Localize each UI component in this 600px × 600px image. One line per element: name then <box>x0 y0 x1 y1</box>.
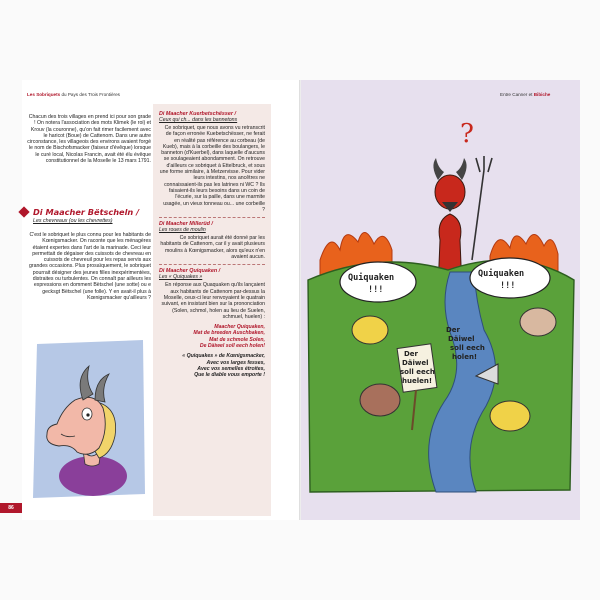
goat-girl-illustration <box>27 340 151 500</box>
verse-line: Avec vos semelles étroites, <box>197 365 265 372</box>
betscheln-subtitle: Les chevreaux (ou les chevrettes) <box>33 218 113 224</box>
running-header-text-right: Entre Canner et <box>500 92 534 97</box>
section-subtitle: Les roues de moulin <box>159 227 206 234</box>
intro-paragraph: Chacun des trois villages en prend ici pour son grade ! On notera l'association des mots Klimek (le roi) et Krouv (la couronne), qu'on fait rimer facilement avec le haricot (Boue) de Cattenom. Dans une autre circonstance, les villageois des environs avaient forgé le nom de Bischofsmacker (faiseur d'évêque) lorsque le curé local, Nicolas Francin, avait été élu évêque constitutionnel de la Moselle le 13 mars 1791. <box>27 114 151 165</box>
section-paragraph: Ce sobriquet, que nous avons vu retranscrit de façon erronée Kuebetschësser, ne ferait en réalité pas référence au corbeau (de Kueb), mais à la corbeille des boulangers, le banneton (d'Kuerbel), dans laquelle d'aucuns se soulageaient abondamment. On retrouve d'ailleurs ce sobriquet à Ettelbruck, et sous une forme similaire, à Metzervisse. Pour vider leurs intestins, nos ancêtres ne connaissaient-ils pas les latrines ni WC ? Ils faisaient-ils leurs besoins dans un coin de l'écurie, sur la paille, dans une marmite usagée, un vieux tonneau ou... une corbeille ? <box>159 125 265 213</box>
verse-line: Avec vos larges fesses, <box>206 359 265 366</box>
page-number: 86 <box>0 503 22 513</box>
bubble-left-line2: !!! <box>368 285 384 295</box>
verse-line: « Quiquakes » de Kœnigsmacker, <box>182 353 265 360</box>
section-millerud <box>159 217 265 233</box>
verse-line: Maacher Quiquaken, <box>214 324 265 331</box>
running-header-text: du Pays des Trois Frontières <box>60 92 120 97</box>
hen-brown-left <box>360 384 400 416</box>
bubble-right-line2: !!! <box>500 281 516 291</box>
verse-luxembourgish <box>159 324 265 349</box>
megaphone-line4: holen! <box>452 353 478 361</box>
sign-line2: Däiwel <box>402 359 429 367</box>
sign-line3: soll eech <box>400 368 435 376</box>
betscheln-paragraph: C'est le sobriquet le plus connu pour les habitants de Kœnigsmacker. On raconte que les ménagères étaient expertes dans l'art de la marinade. Ceci leur permettait de dégaiser des cuissots de chevreau en cuissots de chevreuil pour les repas servis aux grandes occasions. Plus prosaïquement, le sobriquet pourrait désigner des jeunes filles inexpérimentées, distraites ou turbulentes. On connaît par ailleurs les expressions en domment Bëtschel (une sotte) ou e gecksgt Bëtschel (une folle). Y en avait-il plus à Kœnigsmacker qu'ailleurs ? <box>29 232 151 301</box>
megaphone-line2: Däiwel <box>448 335 475 343</box>
sign-line4: huelen! <box>402 377 433 385</box>
verse-line: De Däiwel soll eech holen! <box>199 343 265 350</box>
section-paragraph: Ce sobriquet aurait été donné par les habitants de Cattenom, car il y avait plusieurs moulins à Kœnigsmacker, alors qu'eux n'en avaient aucun. <box>160 235 265 261</box>
section-title: Di Maacher Quiquaken / <box>159 268 221 275</box>
running-header-brand-right: Bibiche <box>533 92 551 97</box>
section-kuerbetschesser <box>159 108 265 123</box>
verse-line: Mat de breeden Auschbaken, <box>193 330 265 337</box>
section-title: Di Maacher Millerüd / <box>159 221 213 228</box>
question-mark: ? <box>460 119 474 149</box>
hen-yellow-right <box>490 401 530 431</box>
sign-line1: Der <box>404 350 419 358</box>
verse-line: Mat de schmole Solen, <box>209 336 265 343</box>
section-subtitle: Les « Quiquakes » <box>159 274 203 281</box>
intro-column <box>27 114 151 167</box>
section-title: Di Maacher Kuerbetschësser / <box>159 111 237 117</box>
devil-hens-illustration <box>300 100 580 520</box>
pupil <box>86 413 89 416</box>
verse-french <box>159 353 265 378</box>
sidebar-column <box>153 104 271 516</box>
section-paragraph: En réponse aux Quaquaken qu'ils lançaient aux habitants de Cattenom par-dessus la Moselle, ceux-ci leur renvoyaient le quatrain suivant, en insistant bien sur la prononciation (Solen, schmol, holen au lieu de Suelen, schmuel, huelen) : <box>161 282 265 320</box>
betscheln-title: Di Maacher Bëtscheln / <box>33 207 140 217</box>
megaphone-line3: soll eech <box>450 344 485 352</box>
bubble-left-line1: Quiquaken <box>348 273 395 283</box>
pitchfork-prongs <box>476 156 492 172</box>
hen-yellow-left <box>352 316 388 344</box>
hen-beige-right <box>520 308 556 336</box>
section-subtitle: Ceux qui ch... dans les bannetons <box>159 117 238 123</box>
betscheln-body <box>27 232 151 301</box>
megaphone-line1: Der <box>446 326 461 334</box>
running-header-brand: Les Sobriquets <box>27 92 61 97</box>
running-header-left <box>27 92 120 97</box>
pitchfork-icon <box>472 170 484 260</box>
verse-line: Que le diable vous emporte ! <box>194 372 265 379</box>
running-header-right <box>500 92 550 97</box>
section-quiquaken <box>159 264 265 280</box>
bubble-right-line1: Quiquaken <box>478 269 525 279</box>
